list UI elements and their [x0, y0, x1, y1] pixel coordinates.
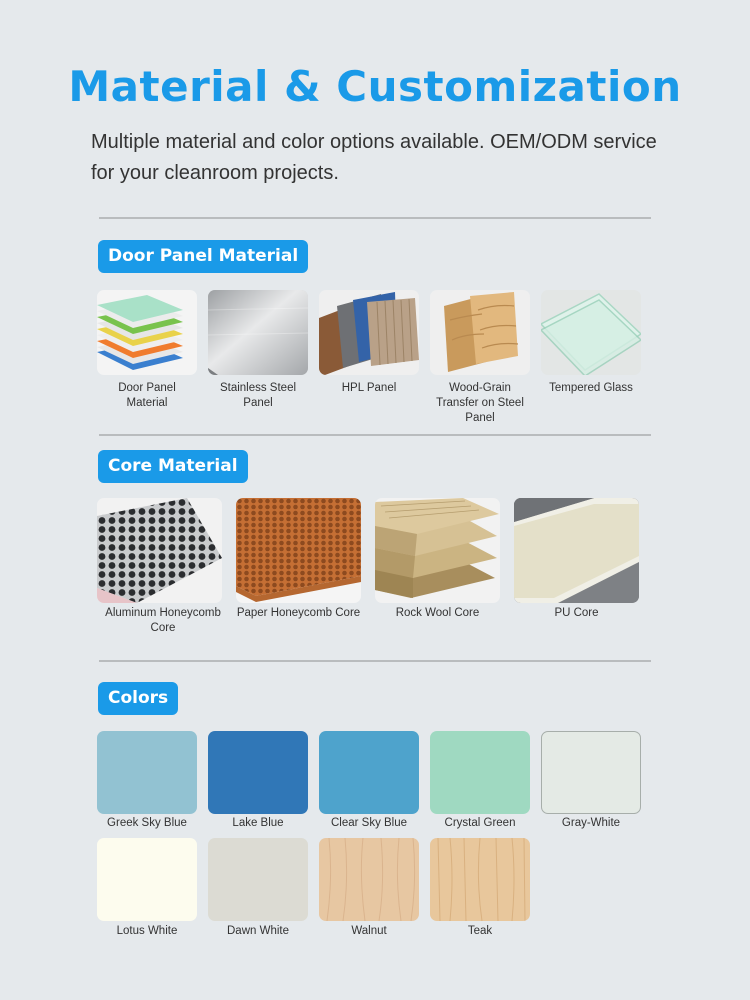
rock-wool-label: Rock Wool Core — [395, 607, 480, 619]
door-panel-material-image — [97, 290, 197, 375]
swatch-gray-white — [541, 731, 641, 814]
tempered-glass-image — [541, 290, 641, 375]
swatch-greek-sky-blue — [97, 731, 197, 814]
stainless-steel-panel-image — [208, 290, 308, 375]
swatch-teak — [430, 838, 530, 921]
swatch-label: Greek Sky Blue — [107, 817, 187, 829]
swatch-dawn-white — [208, 838, 308, 921]
paper-honeycomb-image — [236, 498, 361, 603]
section-heading-colors: Colors — [98, 682, 178, 715]
swatch-lotus-white — [97, 838, 197, 921]
tempered-glass-label: Tempered Glass — [549, 382, 633, 394]
swatch-clear-sky-blue — [319, 731, 419, 814]
swatch-walnut — [319, 838, 419, 921]
door-panel-material-label: Door Panel Material — [118, 382, 176, 409]
swatch-label: Dawn White — [227, 925, 289, 937]
section-divider — [99, 434, 651, 436]
section-divider — [99, 660, 651, 662]
swatch-label: Walnut — [351, 925, 387, 937]
rock-wool-image — [375, 498, 500, 603]
swatch-label: Teak — [467, 925, 493, 937]
page-subtitle: Multiple material and color options available. OEM/ODM service for your cleanroom projects. — [91, 131, 657, 184]
swatch-label: Crystal Green — [444, 817, 516, 829]
swatch-lake-blue — [208, 731, 308, 814]
wood-grain-panel-image — [430, 290, 530, 375]
hpl-panel-label: HPL Panel — [341, 382, 397, 394]
pu-core-label: PU Core — [554, 607, 599, 619]
swatch-label: Clear Sky Blue — [330, 817, 408, 829]
stainless-steel-panel-label: Stainless Steel Panel — [219, 382, 297, 409]
pu-core-image — [514, 498, 639, 603]
swatch-crystal-green — [430, 731, 530, 814]
paper-honeycomb-label: Paper Honeycomb Core — [236, 607, 361, 619]
section-heading-door-panel: Door Panel Material — [98, 240, 308, 273]
section-divider — [99, 217, 651, 219]
aluminum-honeycomb-label: Aluminum Honeycomb Core — [105, 607, 221, 634]
swatch-label: Lake Blue — [232, 817, 284, 829]
wood-grain-panel-label: Wood-Grain Transfer on Steel Panel — [436, 382, 524, 424]
hpl-panel-image — [319, 290, 419, 375]
swatch-label: Lotus White — [116, 925, 178, 937]
section-heading-core: Core Material — [98, 450, 248, 483]
aluminum-honeycomb-image — [97, 498, 222, 603]
swatch-label: Gray-White — [561, 817, 621, 829]
page-title: Material & Customization — [68, 62, 682, 111]
